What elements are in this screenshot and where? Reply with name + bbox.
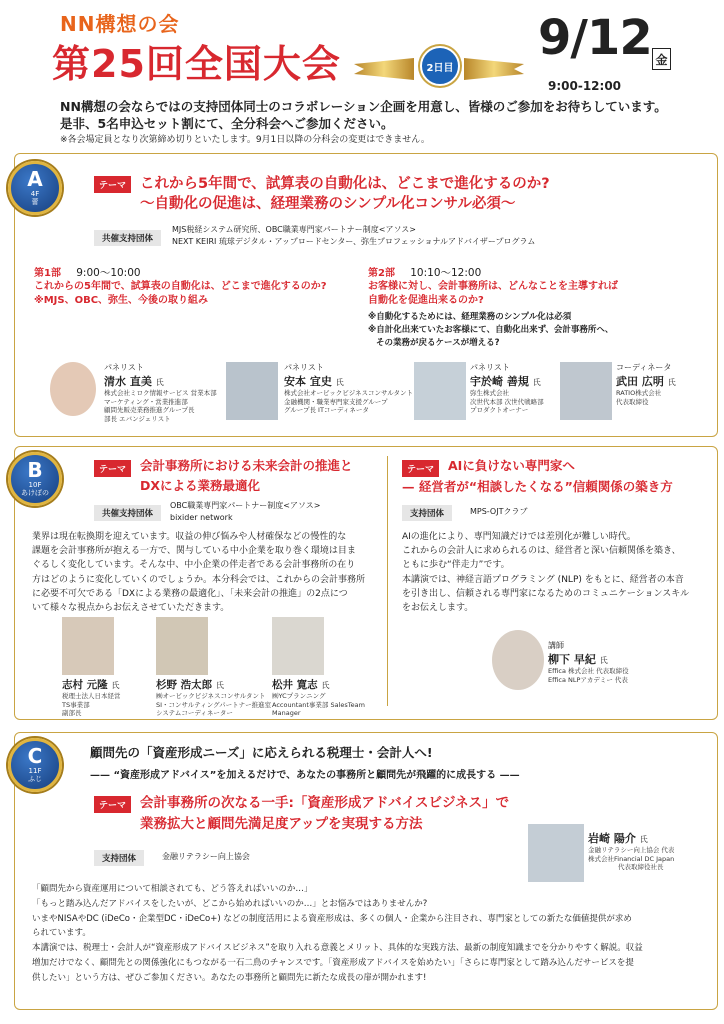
panelist-card: パネリスト 宇於崎 善規 氏 弥生株式会社 次世代本部 次世代戦略部 プロダクトオーナー <box>470 363 544 414</box>
event-date: 9/12 <box>538 10 652 66</box>
session-b-left-supporter-2: bixider network <box>170 513 233 522</box>
part-2-line-1: お客様に対し、会計事務所は、どんなことを主導すれば <box>368 281 618 292</box>
session-c-body: 「顧問先から資産運用について相談されても、どう答えればいいのか…」 「もっと踏み込んだアドバイスをしたいが、どこから始めればいいのか…」とお悩みではありませんか? いまやNISAやDC (iDeCo・企業型DC・iDeCo+) などの制度活用による資産形成は、多くの個人・企業から注目され、専門家としての新たな価値提供が求め られています。 本講演では、税理士・会計人が“資産形成アドバイスビジネス”を取り入れる意義とメリット、具体的な実践方法、最新の制度知識までを分かりやすく解説。収益 増加だけでなく、顧問先との関係強化にもつながる一石二鳥のチャンスです。「資産形成アドバイスを始めたい」「さらに専門家として踏み込んだサービスを提 供したい」という方は、ぜひご参加ください。あなたの事務所と顧問先に新たな成長の扉が開かれます! <box>32 884 643 983</box>
supporter-label: 共催支持団体 <box>94 230 161 246</box>
session-b-medal: B 10F あけぼの <box>8 452 62 506</box>
org-name: NN構想の会 <box>60 12 180 36</box>
session-c-title-2: 業務拡大と顧問先満足度アップを実現する方法 <box>140 816 423 832</box>
intro-line-2: 是非、5名申込セット割にて、全分科会へご参加ください。 <box>60 116 394 131</box>
session-b-right-title-2: — 経営者が“相談したくなる”信頼関係の築き方 <box>402 479 673 494</box>
speaker-photo <box>62 617 114 675</box>
event-title: 第25回全国大会 <box>52 42 341 86</box>
session-a-medal: A 4F 蕾 <box>8 161 62 215</box>
session-b-left-body: 業界は現在転換期を迎えています。収益の伸び悩みや人材確保などの慢性的な 課題を会計事務所が抱える一方で、関与している中小企業を取り巻く環境は目ま ぐるしく変化しています。そんな中、中小企業の伴走者である会計事務所の在り 方はどのように変化していくのでしょうか。本分科会では、これからの会計事務所 に必要不可欠である「DXによる業務の最適化」、「未来会計の推進」の2点につ いて様々な視点からお伝えさせていただきます。 <box>32 532 366 614</box>
part-2-line-2: 自動化を促進出来るのか? <box>368 295 484 306</box>
speaker-photo <box>156 617 208 675</box>
panelist-photo <box>226 362 278 420</box>
speaker-card: 志村 元隆 氏 税理士法人日本経営 TS事業部 副部長 <box>62 679 121 717</box>
speaker-card: 松井 寛志 氏 ㈱YCプランニング Accountant事業部 SalesTeam Manager <box>272 679 365 717</box>
part-2-note-1: ※自動化するためには、経理業務のシンプル化は必須 <box>368 312 572 322</box>
speaker-photo <box>492 630 544 690</box>
session-a-title-2: ～自動化の促進は、経理業務のシンプル化コンサル必須～ <box>140 196 516 212</box>
panelist-card: パネリスト 清水 直美 氏 株式会社ミロク情報サービス 営業本部 マーケティング・営業推進部 顧問先販売業務推進グループ長 部長 エバンジェリスト <box>104 363 217 423</box>
speaker-card: 講師 柳下 早紀 氏 Effica 株式会社 代表取締役 Effica NLPアカデミー 代表 <box>548 641 629 684</box>
part-1-line-2: ※MJS、OBC、弥生、今後の取り組み <box>34 295 209 306</box>
panelist-photo <box>414 362 466 420</box>
column-divider <box>387 456 388 706</box>
session-b-left-title-1: 会計事務所における未来会計の推進と <box>140 458 353 473</box>
speaker-card: 杉野 浩太郎 氏 ㈱オービックビジネスコンサルタント SI・コンサルティングパートナー推進室 システムコーディネーター <box>156 679 272 717</box>
part-2-note-2: ※自計化出来ていたお客様にて、自動化出来ず、会計事務所へ、 <box>368 325 614 335</box>
part-2-note-3: その業務が戻るケースが増える? <box>376 338 500 348</box>
supporter-label: 支持団体 <box>94 850 144 866</box>
session-a-supporter-2: NEXT KEIRI 琉球デジタル・アップロードセンター、弥生プロフェッショナルアドバイザープログラム <box>172 237 536 246</box>
session-c-medal: C 11F ふじ <box>8 738 62 792</box>
event-time: 9:00-12:00 <box>548 79 622 93</box>
day-badge: 2日目 <box>420 46 460 86</box>
deadline-note: ※各会場定員となり次第締め切りといたします。9月1日以降の分科会の変更はできません。 <box>60 135 430 145</box>
part-1-heading: 第1部 9:00～10:00 <box>34 267 141 279</box>
session-a-supporter-1: MJS税経システム研究所、OBC職業専門家パートナー制度<アソス> <box>172 225 417 234</box>
theme-tag: テーマ <box>94 176 131 193</box>
speaker-card: 岩崎 陽介 氏 金融リテラシー向上協会 代表 株式会社Financial DC Japan 代表取締役社長 <box>588 832 675 871</box>
session-c-title-1: 会計事務所の次なる一手:「資産形成アドバイスビジネス」で <box>140 795 510 811</box>
panelist-photo <box>50 362 96 416</box>
panelist-card: パネリスト 安本 宜史 氏 株式会社オービックビジネスコンサルタント 金融機関・職業専門家支援グループ グループ長 ITコーディネータ <box>284 363 413 414</box>
coordinator-photo <box>560 362 612 420</box>
part-1-line-1: これからの5年間で、試算表の自動化は、どこまで進化するのか? <box>34 281 327 292</box>
session-b-left-title-2: DXによる業務最適化 <box>140 478 261 493</box>
session-c-subline: —— “資産形成アドバイス”を加えるだけで、あなたの事務所と顧問先が飛躍的に成長する —— <box>90 770 520 781</box>
speaker-photo <box>272 617 324 675</box>
theme-tag: テーマ <box>402 460 439 477</box>
session-b-right-title-1: AIに負けない専門家へ <box>448 458 575 473</box>
supporter-label: 支持団体 <box>402 505 452 521</box>
coordinator-card: コーディネータ 武田 広明 氏 RATIO株式会社 代表取締役 <box>616 363 676 406</box>
session-a-title-1: これから5年間で、試算表の自動化は、どこまで進化するのか? <box>140 176 550 192</box>
session-c-supporter: 金融リテラシー向上協会 <box>162 852 250 861</box>
speaker-photo <box>528 824 584 882</box>
session-b-right-supporter: MPS-OJTクラブ <box>470 507 528 516</box>
session-b-right-body: AIの進化により、専門知識だけでは差別化が難しい時代。 これからの会計人に求められるのは、経営者と深い信頼関係を築き、 ともに歩む“伴走力”です。 本講演では、神経言語プログラミング (NLP) をもとに、経営者の本音 を引き出し、信頼される専門家になるためのコミュニケーションスキル をお伝えします。 <box>402 532 690 614</box>
part-2-heading: 第2部 10:10～12:00 <box>368 267 482 279</box>
theme-tag: テーマ <box>94 796 131 813</box>
supporter-label: 共催支持団体 <box>94 505 161 521</box>
theme-tag: テーマ <box>94 460 131 477</box>
session-c-headline: 顧問先の「資産形成ニーズ」に応えられる税理士・会計人へ! <box>90 745 433 760</box>
intro-line-1: NN構想の会ならではの支持団体同士のコラボレーション企画を用意し、皆様のご参加をお待ちしています。 <box>60 99 667 114</box>
session-b-left-supporter-1: OBC職業専門家パートナー制度<アソス> <box>170 501 321 510</box>
event-weekday: 金 <box>652 48 671 70</box>
